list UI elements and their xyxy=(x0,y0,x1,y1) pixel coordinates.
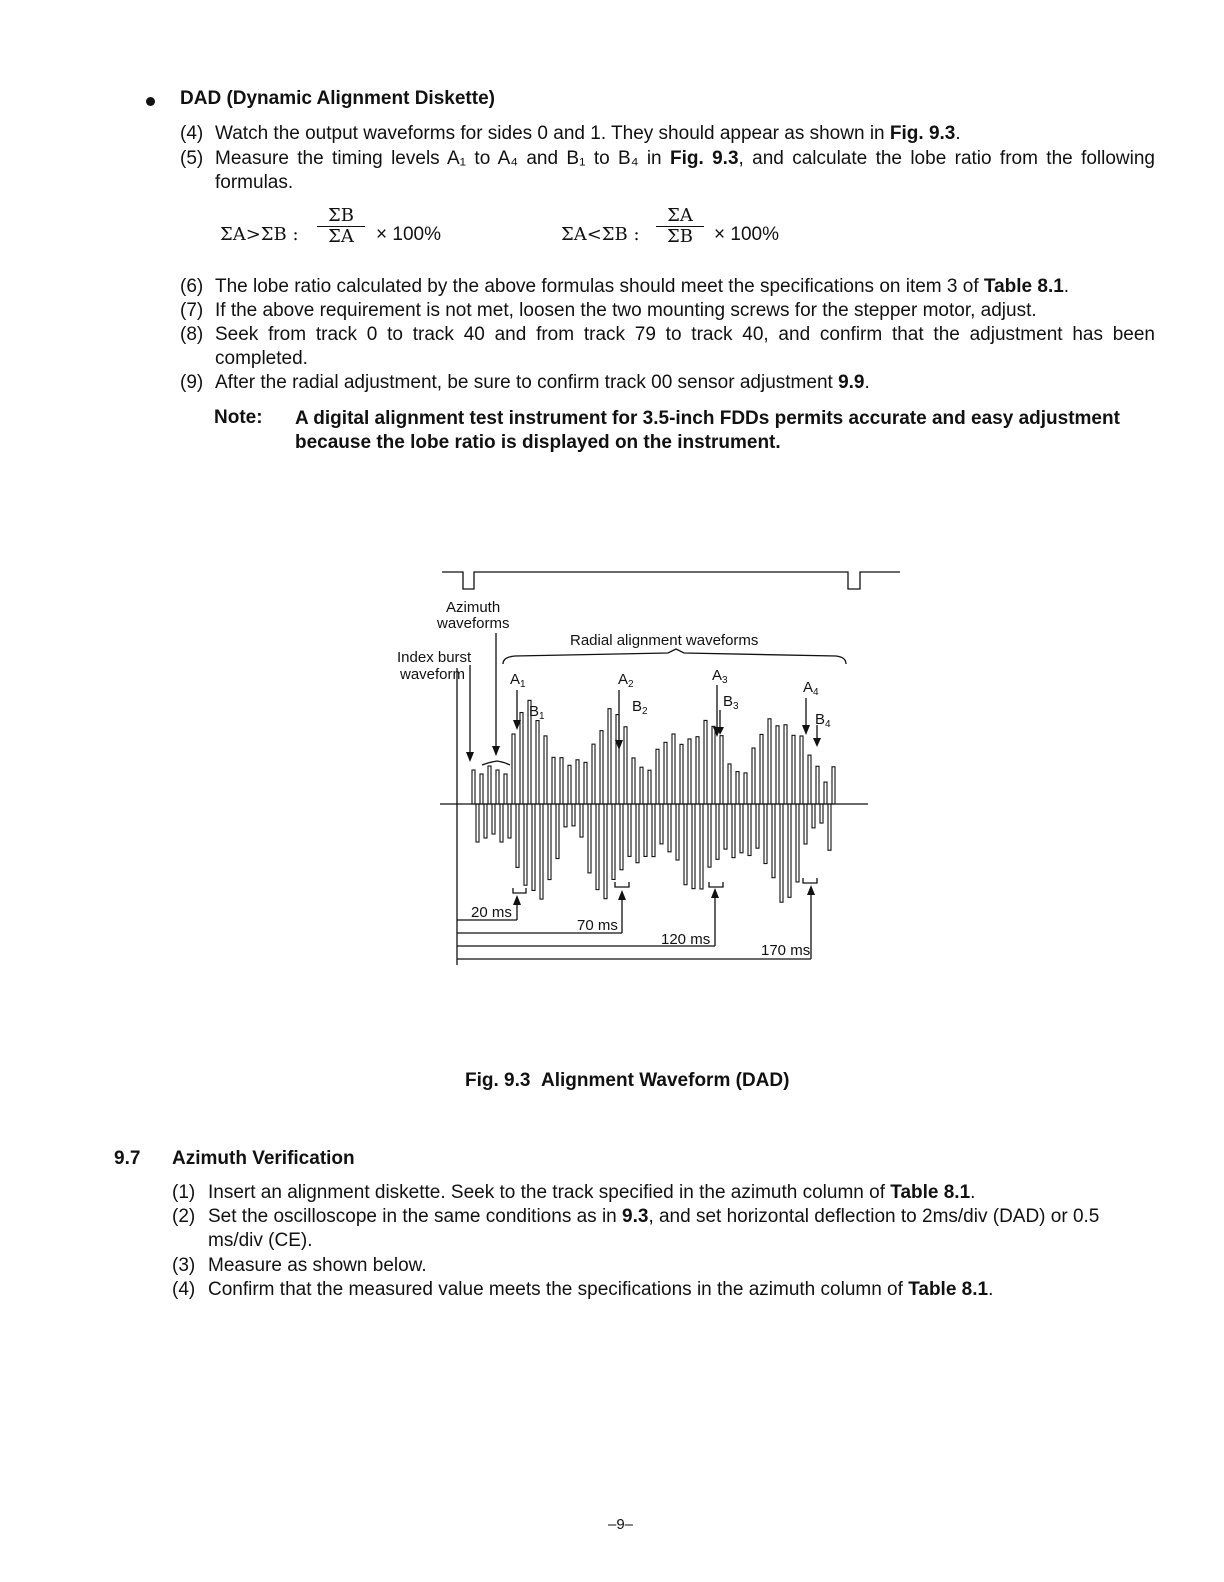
waveform-bar xyxy=(664,742,667,804)
section-title-9-7: Azimuth Verification xyxy=(172,1148,355,1169)
waveform-bar xyxy=(520,713,523,804)
waveform-bar xyxy=(660,804,663,844)
time-label-170: 170 ms xyxy=(761,942,811,959)
waveform-bar xyxy=(684,804,687,885)
waveform-bars xyxy=(472,700,835,902)
waveform-bar xyxy=(792,735,795,804)
item-ref: Fig. 9.3 xyxy=(669,148,739,169)
section-number-9-7: 9.7 xyxy=(114,1148,141,1169)
time-arrowhead-70 xyxy=(618,890,626,900)
waveform-bar xyxy=(612,804,615,879)
waveform-bar xyxy=(728,764,731,804)
waveform-bar xyxy=(628,804,631,856)
waveform-bar xyxy=(828,804,831,850)
label-letter: B xyxy=(632,698,643,715)
index-arrowhead xyxy=(466,752,474,762)
waveform-bar xyxy=(712,726,715,804)
label-sub: 3 xyxy=(722,675,728,686)
waveform-bar xyxy=(620,804,623,870)
waveform-bar xyxy=(652,804,655,857)
item-text: Seek from track 0 to track 40 and from track 79 to track 40, and confirm that the adjustment has been completed. xyxy=(215,324,1155,369)
item-ref: Table 8.1 xyxy=(983,276,1064,297)
waveform-bar xyxy=(736,772,739,804)
waveform-bar xyxy=(824,782,827,804)
waveform-bar xyxy=(648,770,651,804)
waveform-bar xyxy=(488,766,491,804)
waveform-bar xyxy=(676,804,679,860)
waveform-bar xyxy=(672,734,675,804)
waveform-bar xyxy=(604,804,607,899)
waveform-bar xyxy=(616,715,619,804)
item-text: Measure as shown below. xyxy=(208,1255,427,1276)
waveform-bar xyxy=(484,804,487,838)
page-number: –9– xyxy=(608,1516,634,1533)
waveform-bar xyxy=(540,804,543,899)
item-text-part: The lobe ratio calculated by the above formulas should meet the specifications on item 3 of xyxy=(215,276,984,297)
label-letter: A xyxy=(618,671,629,688)
t-marker-3 xyxy=(709,882,723,887)
label-sub: 4 xyxy=(825,719,831,730)
time-label-20: 20 ms xyxy=(471,904,512,921)
waveform-bar xyxy=(688,739,691,804)
item-text-part: Measure the timing levels A₁ to A₄ and B₁ to B₄ in xyxy=(215,148,670,169)
time-arrowhead-170 xyxy=(807,885,815,895)
waveform-bar xyxy=(564,804,567,827)
waveform-bar xyxy=(796,804,799,882)
waveform-bar xyxy=(808,755,811,804)
waveform-bar xyxy=(544,736,547,804)
t-marker-2 xyxy=(615,882,629,887)
figure-caption-title: Alignment Waveform (DAD) xyxy=(541,1070,790,1091)
waveform-bar xyxy=(832,767,835,804)
index-burst-brace xyxy=(482,761,510,765)
waveform-bar xyxy=(632,758,635,804)
waveform-bar xyxy=(596,804,599,890)
label-b4 xyxy=(815,711,831,730)
item-ref: 9.9 xyxy=(838,372,865,393)
index-label-2: waveform xyxy=(400,666,466,683)
item-number: (3) xyxy=(172,1255,196,1276)
azimuth-label-2: waveforms xyxy=(437,615,510,632)
time-arrowhead-120 xyxy=(711,888,719,898)
time-label-70: 70 ms xyxy=(577,917,618,934)
label-letter: A xyxy=(803,679,814,696)
waveform-bar xyxy=(492,804,495,834)
waveform-bar xyxy=(600,731,603,804)
label-b1 xyxy=(529,703,545,722)
waveform-bar xyxy=(776,726,779,804)
waveform-bar xyxy=(572,804,575,826)
waveform-bar xyxy=(816,766,819,804)
waveform-bar xyxy=(516,804,519,867)
waveform-bar xyxy=(472,770,475,804)
waveform-bar xyxy=(548,804,551,880)
item-text-part: . xyxy=(864,372,870,393)
item-text xyxy=(208,1278,1157,1302)
list-item-97-4 xyxy=(172,1278,1157,1302)
radial-brace xyxy=(503,649,846,664)
label-letter: B xyxy=(723,693,734,710)
item-text-part: Watch the output waveforms for sides 0 and 1. They should appear as shown in xyxy=(215,123,890,144)
azimuth-label-1: Azimuth xyxy=(446,599,501,616)
label-a4 xyxy=(803,679,819,698)
item-number: (7) xyxy=(180,300,204,321)
list-item-97-3 xyxy=(172,1254,1157,1278)
waveform-bar xyxy=(512,734,515,804)
item-text-part: . xyxy=(1063,276,1070,297)
waveform-bar xyxy=(692,804,695,889)
label-b2 xyxy=(632,698,648,717)
formula-left-numerator: ΣB xyxy=(328,205,354,226)
waveform-bar xyxy=(772,804,775,878)
waveform-bar xyxy=(496,770,499,804)
waveform-bar xyxy=(708,804,711,867)
figure-caption-number: Fig. 9.3 xyxy=(465,1070,531,1091)
waveform-bar xyxy=(640,767,643,804)
waveform-bar xyxy=(764,804,767,864)
a4-arrowhead xyxy=(802,725,810,735)
waveform-bar xyxy=(716,804,719,859)
waveform-bar xyxy=(820,804,823,823)
b4-arrowhead xyxy=(813,738,821,747)
item-text xyxy=(208,1181,1157,1205)
item-text xyxy=(208,1205,1157,1253)
section-heading-dad: DAD (Dynamic Alignment Diskette) xyxy=(180,88,495,109)
waveform-bar xyxy=(480,774,483,804)
waveform-bar xyxy=(580,804,583,837)
item-text-part: Set the oscilloscope in the same conditions as in xyxy=(208,1206,623,1227)
item-text-part: . xyxy=(988,1279,994,1300)
waveform-bar xyxy=(704,720,707,804)
waveform-bar xyxy=(588,804,591,873)
item-text-part: , and calculate the lobe ratio from the following formulas. xyxy=(215,148,1155,193)
waveform-bar xyxy=(508,804,511,838)
item-ref: Fig. 9.3 xyxy=(889,123,956,144)
waveform-bar xyxy=(568,765,571,804)
index-pulse-line xyxy=(442,572,900,589)
waveform-bar xyxy=(552,757,555,804)
waveform-bar xyxy=(532,804,535,890)
waveform-bar xyxy=(592,744,595,804)
label-sub: 1 xyxy=(539,711,545,722)
waveform-bar xyxy=(524,804,527,885)
formula-right-condition: ΣA<ΣB : xyxy=(561,224,640,245)
label-b3 xyxy=(723,693,739,712)
waveform-bar xyxy=(800,736,803,804)
waveform-bar xyxy=(724,804,727,849)
waveform-bar xyxy=(476,804,479,842)
item-text-part: Confirm that the measured value meets the specifications in the azimuth column of xyxy=(208,1279,909,1300)
waveform-bar xyxy=(624,727,627,804)
waveform-bar xyxy=(656,749,659,804)
waveform-bar xyxy=(788,804,791,897)
item-text-part: . xyxy=(955,123,961,144)
t-marker-4 xyxy=(803,878,817,883)
waveform-bar xyxy=(804,804,807,844)
waveform-bar xyxy=(740,804,743,853)
item-ref: 9.3 xyxy=(622,1206,649,1227)
item-ref: Table 8.1 xyxy=(890,1182,971,1203)
note-text: A digital alignment test instrument for 3.5-inch FDDs permits accurate and easy adjustment because the lobe ratio is displayed on the instrument. xyxy=(295,408,1120,453)
formula-left-denominator: ΣA xyxy=(317,226,365,247)
waveform-bar xyxy=(732,804,735,858)
item-text-part: , and set horizontal deflection to 2ms/div (DAD) or 0.5 ms/div (CE). xyxy=(208,1206,1100,1251)
t-marker-1 xyxy=(513,888,526,893)
waveform-bar xyxy=(744,773,747,804)
waveform-bar xyxy=(636,804,639,863)
index-label-1: Index burst xyxy=(397,649,472,666)
item-number: (8) xyxy=(180,324,204,345)
waveform-bar xyxy=(560,758,563,804)
waveform-bar xyxy=(608,709,611,804)
waveform-bar xyxy=(780,804,783,902)
label-letter: A xyxy=(510,671,521,688)
time-label-120: 120 ms xyxy=(661,931,711,948)
label-letter: B xyxy=(815,711,826,728)
note-label: Note: xyxy=(214,407,263,428)
waveform-bar xyxy=(752,748,755,804)
waveform-bar xyxy=(720,736,723,804)
label-letter: B xyxy=(529,703,540,720)
formula-right-numerator: ΣA xyxy=(667,205,693,226)
label-sub: 3 xyxy=(733,701,739,712)
waveform-bar xyxy=(536,721,539,804)
waveform-bar xyxy=(668,804,671,852)
waveform-bar xyxy=(784,725,787,804)
item-text-part: Insert an alignment diskette. Seek to the track specified in the azimuth column of xyxy=(208,1182,891,1203)
waveform-bar xyxy=(644,804,647,856)
item-number: (5) xyxy=(180,148,204,169)
waveform-bar xyxy=(756,804,759,848)
waveform-bar xyxy=(748,804,751,856)
item-number: (9) xyxy=(180,372,204,393)
item-number: (4) xyxy=(180,123,204,144)
waveform-bar xyxy=(696,737,699,804)
time-arrowhead-20 xyxy=(513,895,521,905)
item-number: (1) xyxy=(172,1182,196,1203)
item-number: (2) xyxy=(172,1206,196,1227)
label-sub: 2 xyxy=(642,706,648,717)
waveform-bar xyxy=(700,804,703,889)
waveform-bar xyxy=(504,774,507,804)
label-sub: 2 xyxy=(628,679,634,690)
list-item-97-1 xyxy=(172,1181,1157,1205)
waveform-bar xyxy=(768,719,771,804)
item-number: (4) xyxy=(172,1279,196,1300)
azimuth-arrowhead xyxy=(492,746,500,756)
waveform-bar xyxy=(584,762,587,804)
waveform-bar xyxy=(680,744,683,804)
label-sub: 1 xyxy=(520,679,526,690)
figure-caption xyxy=(465,1070,789,1092)
item-text: If the above requirement is not met, loosen the two mounting screws for the stepper motor, adjust. xyxy=(215,300,1037,321)
label-a3 xyxy=(712,667,728,686)
formula-left-condition: ΣA>ΣB : xyxy=(220,224,299,245)
item-ref: Table 8.1 xyxy=(908,1279,989,1300)
waveform-bar xyxy=(760,734,763,804)
waveform-bar xyxy=(500,804,503,842)
label-letter: A xyxy=(712,667,723,684)
radial-label: Radial alignment waveforms xyxy=(570,632,759,649)
label-a1 xyxy=(510,671,526,690)
waveform-bar xyxy=(576,760,579,804)
waveform-bar xyxy=(556,804,559,859)
list-item-97-2 xyxy=(172,1205,1157,1253)
label-sub: 4 xyxy=(813,687,819,698)
item-text-part: . xyxy=(970,1182,976,1203)
label-a2 xyxy=(618,671,634,690)
formula-right-factor: × 100% xyxy=(714,224,779,245)
waveform-bar xyxy=(812,804,815,828)
formula-right-denominator: ΣB xyxy=(656,226,704,247)
formula-left-factor: × 100% xyxy=(376,224,441,245)
item-number: (6) xyxy=(180,276,204,297)
item-text-part: After the radial adjustment, be sure to confirm track 00 sensor adjustment xyxy=(215,372,839,393)
